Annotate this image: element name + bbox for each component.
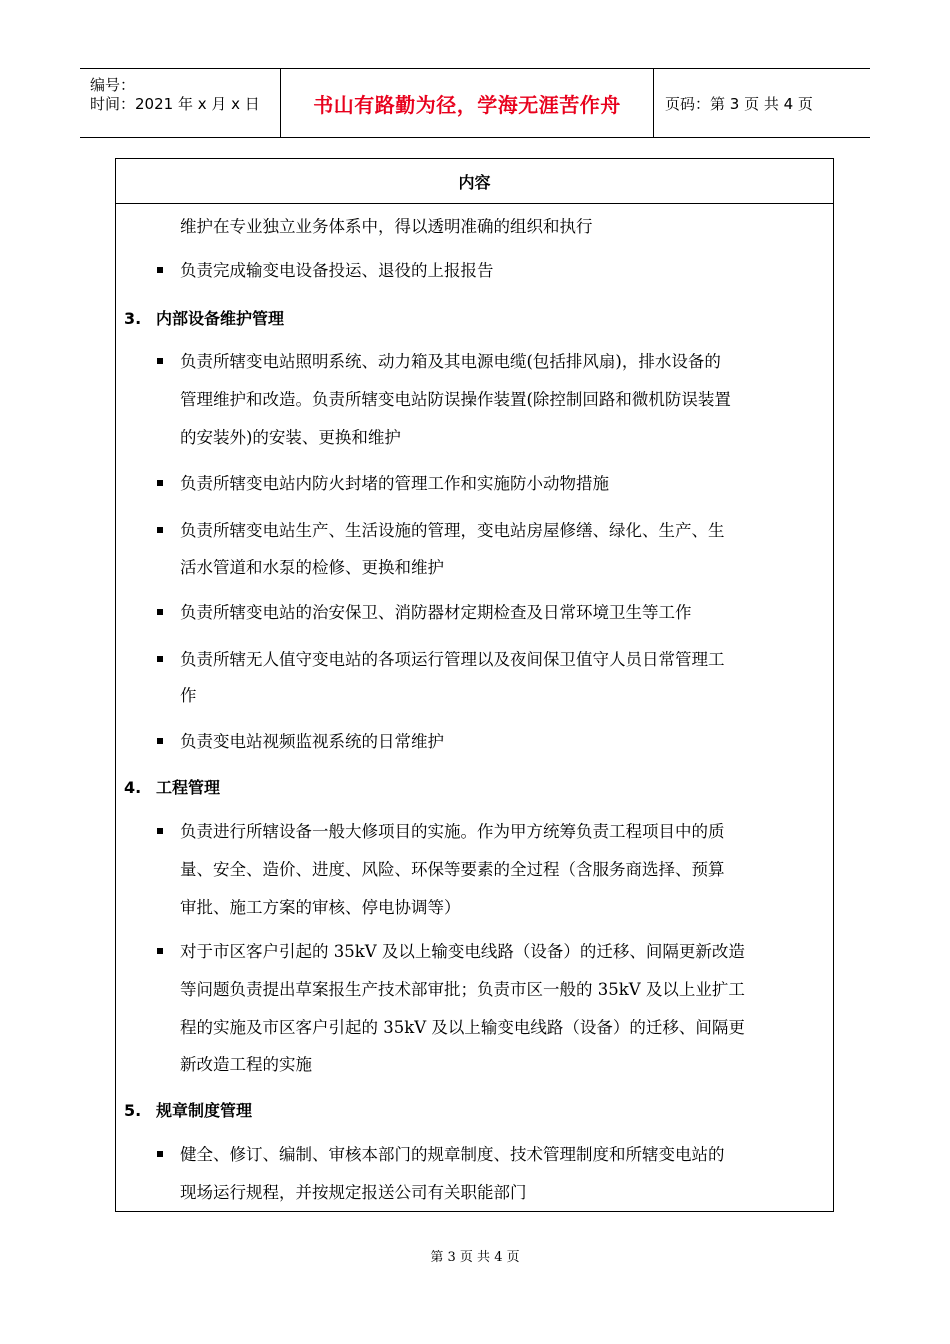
bullet-text: 负责变电站视频监视系统的日常维护: [180, 732, 444, 751]
bullet-text-cont: 现场运行规程，并按规定报送公司有关职能部门: [180, 1183, 527, 1202]
bullet-text-cont: 审批、施工方案的审核、停电协调等）: [180, 898, 461, 917]
bullet-text: 负责所辖无人值守变电站的各项运行管理以及夜间保卫值守人员日常管理工: [180, 650, 725, 669]
bullet-text-cont: 程的实施及市区客户引起的 35kV 及以上输变电线路（设备）的迁移、间隔更: [180, 1018, 745, 1037]
bullet-text: 健全、修订、编制、审核本部门的规章制度、技术管理制度和所辖变电站的: [180, 1145, 725, 1164]
section-heading-3: [124, 309, 284, 329]
page-footer: 第 3 页 共 4 页: [430, 1250, 520, 1265]
page-header: [80, 68, 870, 138]
bullet-text-cont: 作: [180, 686, 197, 705]
section-title: 工程管理: [156, 778, 221, 797]
motto: 书山有路勤为径，学海无涯苦作舟: [313, 92, 621, 117]
content-table: [115, 158, 834, 1212]
bullet-text: 负责所辖变电站生产、生活设施的管理，变电站房屋修缮、绿化、生产、生: [180, 521, 725, 540]
bullet-text-cont: 管理维护和改造。负责所辖变电站防误操作装置(除控制回路和微机防误装置: [180, 390, 731, 409]
bullet-text-cont: 的安装外)的安装、更换和维护: [180, 428, 401, 447]
bullet-icon: [157, 738, 163, 744]
bullet-text-cont: 等问题负责提出草案报生产技术部审批；负责市区一般的 35kV 及以上业扩工: [180, 980, 745, 999]
section-number: 3.: [124, 309, 142, 328]
section-title: 内部设备维护管理: [156, 309, 285, 328]
number-label: 编号：: [90, 76, 136, 94]
bullet-icon: [157, 527, 163, 533]
bullet-text: 负责所辖变电站内防火封堵的管理工作和实施防小动物措施: [180, 474, 609, 493]
section-heading-5: [124, 1101, 252, 1121]
bullet-icon: [157, 828, 163, 834]
continued-line: 维护在专业独立业务体系中，得以透明准确的组织和执行: [180, 217, 593, 236]
bullet-icon: [157, 267, 163, 273]
bullet-text: 对于市区客户引起的 35kV 及以上输变电线路（设备）的迁移、间隔更新改造: [180, 942, 745, 961]
bullet-text-cont: 量、安全、造价、进度、风险、环保等要素的全过程（含服务商选择、预算: [180, 860, 725, 879]
content-heading: 内容: [116, 159, 833, 204]
bullet-icon: [157, 609, 163, 615]
bullet-text: 负责进行所辖设备一般大修项目的实施。作为甲方统筹负责工程项目中的质: [180, 822, 725, 841]
bullet-icon: [157, 358, 163, 364]
bullet-text: 负责所辖变电站照明系统、动力箱及其电源电缆(包括排风扇)，排水设备的: [180, 352, 721, 371]
section-number: 4.: [124, 778, 142, 797]
bullet-text-cont: 活水管道和水泵的检修、更换和维护: [180, 558, 444, 577]
bullet-icon: [157, 948, 163, 954]
bullet-text: 负责所辖变电站的治安保卫、消防器材定期检查及日常环境卫生等工作: [180, 603, 692, 622]
bullet-text-cont: 新改造工程的实施: [180, 1055, 312, 1074]
page-info: 页码：第 3 页 共 4 页: [665, 94, 813, 113]
bullet-icon: [157, 656, 163, 662]
section-heading-4: [124, 778, 220, 798]
header-meta: [80, 69, 280, 137]
section-number: 5.: [124, 1101, 142, 1120]
bullet-icon: [157, 1151, 163, 1157]
section-title: 规章制度管理: [156, 1101, 253, 1120]
bullet-icon: [157, 480, 163, 486]
header-motto-cell: [280, 69, 654, 137]
bullet-text: 负责完成输变电设备投运、退役的上报报告: [180, 261, 494, 280]
time-label: 时间：2021 年 x 月 x 日: [90, 95, 260, 113]
